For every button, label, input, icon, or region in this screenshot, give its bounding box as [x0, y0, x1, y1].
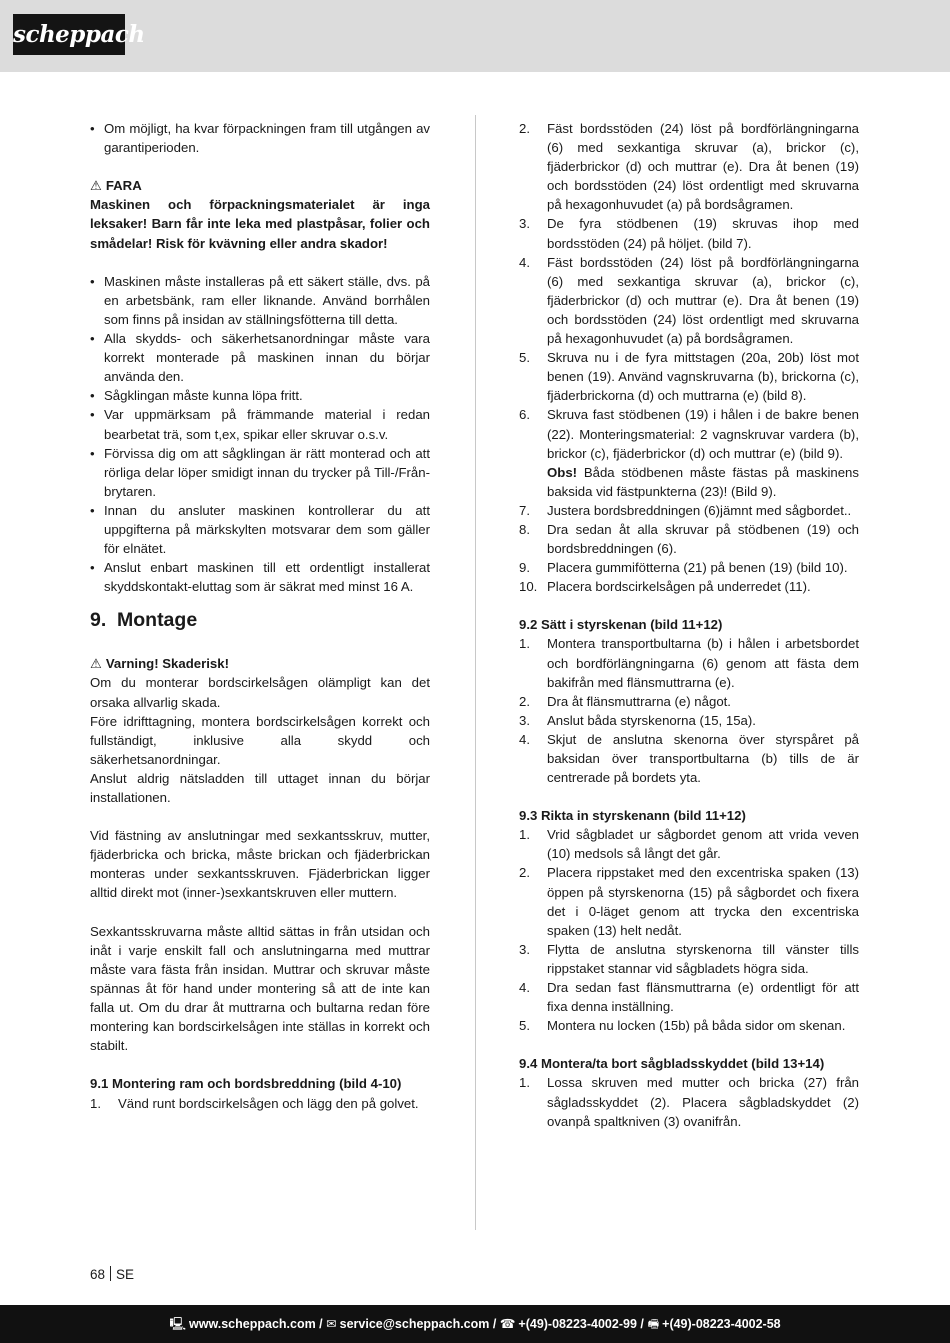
list-item: 1. Montera transportbultarna (b) i hålen i arbetsbordet och bordförlängningarna (6) genom att fästa dem bakifrån med flänsmuttrarna (e).: [519, 636, 859, 690]
safety-list: [90, 272, 430, 597]
list-item: 3. Anslut båda styrskenorna (15, 15a).: [519, 712, 756, 728]
list-item: 6. Skruva fast stödbenen (19) i hålen i de bakre benen (22). Monteringsmaterial: 2 vagnskruvar vardera (b), brickor (c), fjäderbrickor (d) och muttrar (e) (bild 9).: [519, 407, 859, 461]
list-item: • Anslut enbart maskinen till ett ordentligt installerat skyddskontakt-eluttag som är säkrat med minst 16 A.: [90, 558, 430, 596]
paragraph-screws: Sexkantsskruvarna måste alltid sättas in från utsidan och inåt i varje enskilt fall och anslutningarna med muttrar måste vara fästa från insidan. Muttrar och skruvar måste spännas åt för hand under montering så att de inte kan falla ut. Om du drar åt muttrarna och bultarna redan före montering kan bordscirkelsågen inte ställas in korrekt och stabilt.: [90, 923, 430, 1054]
list-item: 4. Skjut de anslutna skenorna över styrspåret på baksidan över transportbultarna (b) tills de är centrerade på bordets yta.: [519, 731, 859, 786]
warning-triangle-icon: ⚠: [90, 178, 102, 194]
page-number: 68 SE: [90, 1267, 135, 1282]
phone-icon: ☎: [499, 1317, 516, 1331]
list-item: • Sågklingan måste kunna löpa fritt.: [90, 386, 430, 405]
list-item: 9. Placera gummifötterna (21) på benen (19) (bild 10).: [519, 560, 848, 576]
list-item: 3. De fyra stödbenen (19) skruvas ihop med bordsstöden (24) på höljet. (bild 7).: [519, 216, 859, 251]
header-bar: [0, 0, 950, 72]
danger-heading: ⚠ FARA: [90, 178, 142, 194]
list-item: 4. Fäst bordsstöden (24) löst på bordförlängningarna (6) med sexkantiga skruvar (a), brickor (c), fjäderbrickor (d) och muttrar (e). Dra åt benen (19) och bordsstöden (24) löst ordentligt med skruvarna på hexagonhuvudet (a) på bordsågramen.: [519, 254, 859, 347]
list-item: 7. Justera bordsbreddningen (6)jämnt med sågbordet..: [519, 502, 852, 518]
list-item: 4. Dra sedan fast flänsmuttrarna (e) ordentligt för att fixa denna inställning.: [519, 980, 859, 1015]
list-item: 2. Dra åt flänsmuttrarna (e) något.: [519, 693, 731, 709]
list-item: 1. Vänd runt bordscirkelsågen och lägg den på golvet.: [90, 1095, 419, 1111]
warning-heading: ⚠ Varning! Skaderisk!: [90, 656, 229, 672]
paragraph-washers: Vid fästning av anslutningar med sexkantsskruv, mutter, fjäderbricka och bricka, måste brickan och fjäderbrickan monteras under sexkantsskruven. Fjäderbrickan ligger alltid direkt mot (inner-)sexkantskruven eller muttern.: [90, 828, 430, 901]
fax-icon: 🖷: [647, 1317, 660, 1331]
website-link[interactable]: www.scheppach.com /: [189, 1317, 323, 1331]
warning-paragraph: Anslut aldrig nätsladden till uttaget innan du börjar installationen.: [90, 770, 430, 805]
section-heading: [90, 608, 430, 632]
list-item: 8. Dra sedan åt alla skruvar på stödbenen (19) och bordsbreddningen (6).: [519, 521, 859, 557]
contact-bar: [0, 1305, 950, 1343]
left-column: [90, 119, 430, 1113]
subsection-9-1-heading: 9.1 Montering ram och bordsbreddning (bild 4-10): [90, 1076, 402, 1092]
list-item: • Alla skydds- och säkerhetsanordningar måste vara korrekt monterade på maskinen innan du börjar använda den.: [90, 329, 430, 386]
brand-logo: scheppach: [13, 14, 125, 55]
list-item: 5. Skruva nu i de fyra mittstagen (20a, 20b) löst mot benen (19). Använd vagnskruvarna (b), brickorna (c), fjäderbrickorna (d) och muttrarna (e) (bild 8).: [519, 350, 859, 404]
list-item: 10. Placera bordscirkelsågen på underredet (11).: [519, 579, 811, 595]
danger-text: Maskinen och förpackningsmaterialet är inga leksaker! Barn får inte leka med plastpåsar, folier och smådelar! Risk för kvävning eller andra skador!: [90, 197, 430, 251]
subsection-9-2-heading: 9.2 Sätt i styrskenan (bild 11+12): [519, 617, 723, 633]
subsection-9-3-heading: 9.3 Rikta in styrskenann (bild 11+12): [519, 808, 746, 824]
list-item: 2. Fäst bordsstöden (24) löst på bordförlängningarna (6) med sexkantiga skruvar (a), brickor (c), fjäderbrickor (d) och muttrar (e). Dra åt benen (19) och bordsstöden (24) löst ordentligt med skruvarna på hexagonhuvudet (a) på bordsågramen.: [519, 121, 859, 213]
list-item: 3. Flytta de anslutna styrskenorna till vänster tills rippstaket stannar vid sågbladets högra sida.: [519, 941, 859, 976]
list-item: • Var uppmärksam på främmande material i redan bearbetat trä, som t,ex, spikar eller skruvar o.s.v.: [90, 405, 430, 443]
list-item: 1. Lossa skruven med mutter och bricka (27) från sågladsskyddet (2). Placera sågbladskyddet (2) ovanpå spaltkniven (3) ovanifrån.: [519, 1075, 859, 1129]
list-item: • Förvissa dig om att sågklingan är rätt monterad och att rörliga delar löper smidigt innan du trycker på Till-/Från-brytaren.: [90, 444, 430, 501]
section-title: Montage: [117, 609, 198, 632]
subsection-9-4-heading: 9.4 Montera/ta bort sågbladsskyddet (bild 13+14): [519, 1056, 825, 1072]
list-item: 1. Vrid sågbladet ur sågbordet genom att vrida veven (10) medsols så långt det går.: [519, 827, 859, 862]
list-item: • Maskinen måste installeras på ett säkert ställe, dvs. på en arbetsbänk, ram eller liknande. Använd borrhålen som finns på insidan av ställningsfötterna till detta.: [90, 272, 430, 329]
right-column: [519, 119, 859, 1131]
column-divider: [475, 115, 476, 1230]
warning-triangle-icon: ⚠: [90, 656, 102, 672]
warning-paragraph: Om du monterar bordscirkelsågen olämpligt kan det orsaka allvarlig skada.: [90, 675, 430, 710]
separator-bar: [110, 1266, 111, 1281]
mail-icon: ✉: [326, 1317, 337, 1331]
list-item: • Innan du ansluter maskinen kontrollerar du att uppgifterna på märkskylten motsvarar dem som gäller för elnätet.: [90, 501, 430, 558]
fax-number: +(49)-08223-4002-58: [662, 1317, 781, 1331]
phone-number: +(49)-08223-4002-99 /: [518, 1317, 644, 1331]
email-link[interactable]: service@scheppach.com /: [339, 1317, 497, 1331]
list-item: • Om möjligt, ha kvar förpackningen fram till utgången av garantiperioden.: [90, 119, 430, 157]
list-item: 5. Montera nu locken (15b) på båda sidor om skenan.: [519, 1018, 846, 1034]
list-item: 2. Placera rippstaket med den excentriska spaken (13) öppen på styrskenorna (15) på sågbordet och fixera det i 0-läget genom att trycka den excentriska spaken (13) helt nedåt.: [519, 865, 859, 938]
computer-icon: 🖳: [169, 1317, 187, 1331]
obs-note: Obs! Båda stödbenen måste fästas på maskinens baksida vid fästpunkterna (23)! (Bild 9).: [547, 464, 859, 499]
section-number: 9.: [90, 609, 107, 632]
warning-paragraph: Före idrifttagning, montera bordscirkelsågen korrekt och fullständigt, inklusive alla skydd och säkerhetsanordningar.: [90, 713, 430, 767]
